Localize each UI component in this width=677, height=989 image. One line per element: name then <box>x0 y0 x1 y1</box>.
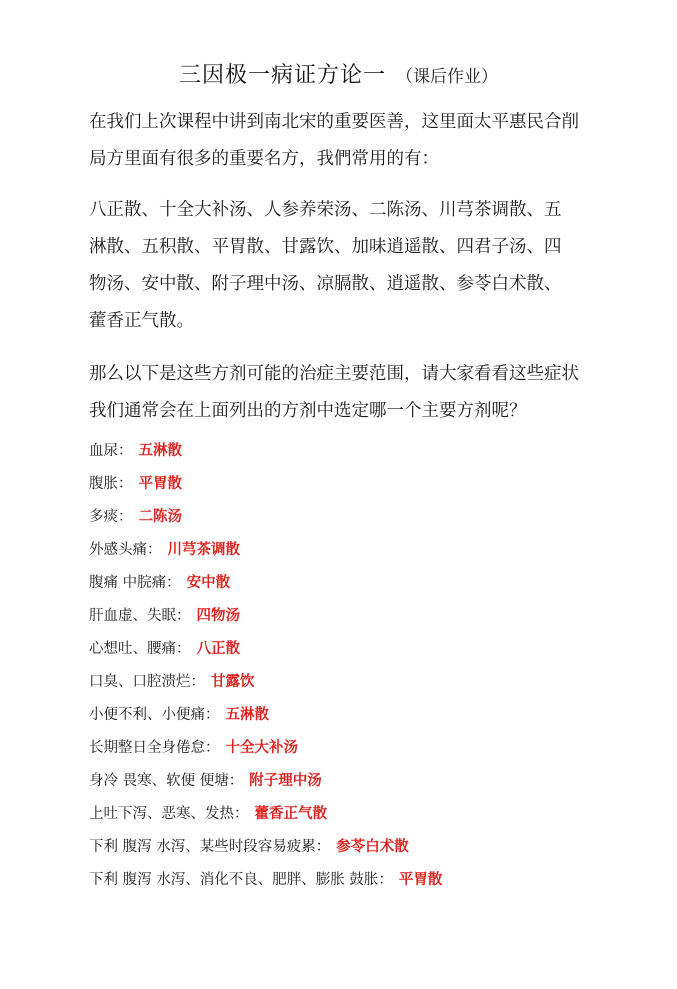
qa-row <box>89 732 629 765</box>
qa-row <box>89 435 629 468</box>
qa-row <box>89 600 629 633</box>
symptom-text: 长期整日全身倦怠： <box>89 740 220 756</box>
answer-text: 十全大补汤 <box>225 740 298 756</box>
qa-row <box>89 831 629 864</box>
formula-line: 淋散、五积散、平胃散、甘露饮、加味逍遥散、四君子汤、四 <box>89 237 562 257</box>
answer-text: 二陈汤 <box>138 509 182 525</box>
qa-row <box>89 798 629 831</box>
answer-text: 五淋散 <box>138 443 182 459</box>
answer-text: 甘露饮 <box>211 674 255 690</box>
symptom-text: 小便不利、小便痛： <box>89 707 220 723</box>
formula-line: 物汤、安中散、附子理中汤、凉膈散、逍遥散、参苓白术散、 <box>89 274 562 294</box>
answer-text: 附子理中汤 <box>249 773 322 789</box>
symptom-text: 腹痛 中脘痛： <box>89 575 181 591</box>
answer-text: 安中散 <box>186 575 231 591</box>
answer-text: 参苓白术散 <box>336 839 409 855</box>
answer-text: 八正散 <box>196 641 240 657</box>
symptom-text: 多痰： <box>89 509 133 525</box>
answer-text: 平胃散 <box>138 476 182 492</box>
formula-line: 藿香正气散。 <box>89 311 194 331</box>
intro-line: 在我们上次课程中讲到南北宋的重要医善，这里面太平惠民合削 <box>89 112 579 132</box>
question-line: 我们通常会在上面列出的方剂中选定哪一个主要方剂呢？ <box>89 400 527 421</box>
symptom-text: 上吐下泻、恶寒、发热： <box>89 806 249 822</box>
qa-row <box>89 633 629 666</box>
intro-line: 局方里面有很多的重要名方，我們常用的有： <box>89 148 439 169</box>
document-title <box>0 58 677 89</box>
title-main: 三因极一病证方论一 <box>178 63 386 88</box>
question-line: 那么以下是这些方剂可能的治症主要范围，请大家看看这些症状 <box>89 364 579 384</box>
symptom-text: 血尿： <box>89 443 133 459</box>
symptom-text: 口臭、口腔溃烂： <box>89 674 205 690</box>
symptom-text: 身冷 畏寒、软便 便塘： <box>89 773 244 789</box>
symptom-text: 肝血虚、失眠： <box>89 608 191 624</box>
qa-row <box>89 699 629 732</box>
symptom-text: 外感头痛： <box>89 542 162 558</box>
symptom-text: 腹胀： <box>89 476 133 492</box>
qa-row <box>89 501 629 534</box>
formula-list-paragraph <box>89 192 589 340</box>
intro-paragraph <box>89 104 589 177</box>
answer-text: 藿香正气散 <box>254 806 327 822</box>
qa-row <box>89 765 629 798</box>
qa-row <box>89 864 629 897</box>
symptom-text: 下利 腹泻 水泻、消化不良、肥胖、膨胀 鼓胀： <box>89 872 393 888</box>
answer-text: 川芎茶调散 <box>167 542 240 558</box>
answer-text: 四物汤 <box>196 608 240 624</box>
qa-row <box>89 534 629 567</box>
symptom-answer-list <box>89 435 629 897</box>
title-subtitle: （课后作业） <box>396 67 498 87</box>
qa-row <box>89 567 629 600</box>
qa-row <box>89 666 629 699</box>
formula-line: 八正散、十全大补汤、人参养荣汤、二陈汤、川芎茶调散、五 <box>89 200 562 220</box>
qa-row <box>89 468 629 501</box>
symptom-text: 心想吐、腰痛： <box>89 641 191 657</box>
symptom-text: 下利 腹泻 水泻、某些时段容易疲累： <box>89 839 331 855</box>
answer-text: 平胃散 <box>398 872 443 888</box>
question-paragraph <box>89 356 589 429</box>
answer-text: 五淋散 <box>225 707 269 723</box>
